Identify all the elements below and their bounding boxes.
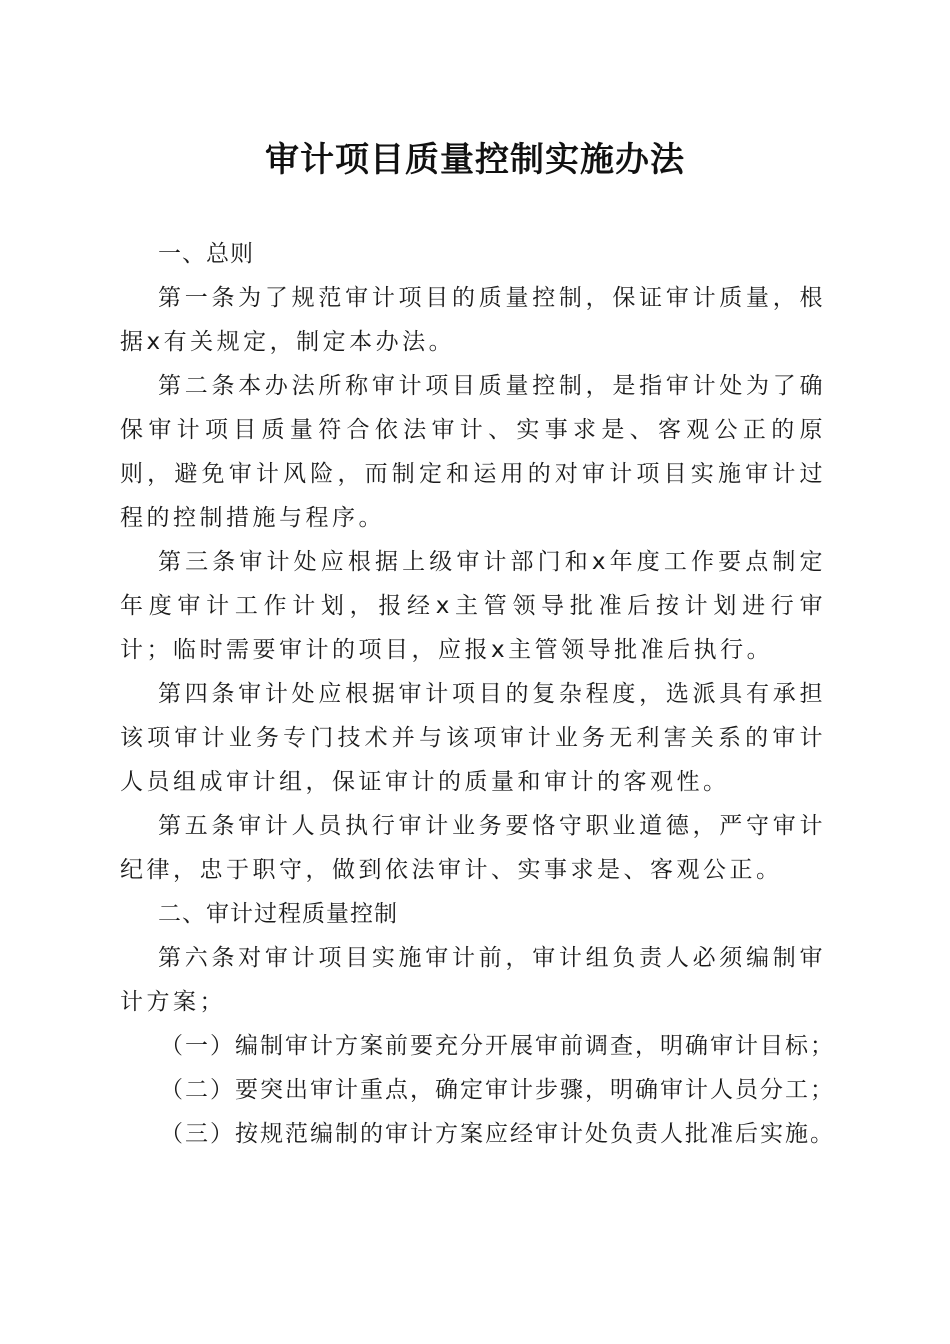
article-4: 第四条审计处应根据审计项目的复杂程度，选派具有承担该项审计业务专门技术并与该项审计业务无利害关系的审计人员组成审计组，保证审计的质量和审计的客观性。 bbox=[120, 681, 826, 795]
article-2: 第二条本办法所称审计项目质量控制，是指审计处为了确保审计项目质量符合依法审计、实事求是、客观公正的原则，避免审计风险，而制定和运用的对审计项目实施审计过程的控制措施与程序。 bbox=[120, 373, 826, 531]
list-item: （一）编制审计方案前要充分开展审前调查，明确审计目标； bbox=[160, 1033, 835, 1059]
article-3: 第三条审计处应根据上级审计部门和x年度工作要点制定年度审计工作计划，报经x主管领导批准后按计划进行审计；临时需要审计的项目，应报x主管领导批准后执行。 bbox=[120, 549, 826, 663]
list-item: （三）按规范编制的审计方案应经审计处负责人批准后实施。 bbox=[160, 1121, 835, 1147]
document-body bbox=[120, 232, 835, 1156]
article-1: 第一条为了规范审计项目的质量控制，保证审计质量，根据x有关规定，制定本办法。 bbox=[120, 285, 826, 355]
article-6: 第六条对审计项目实施审计前，审计组负责人必须编制审计方案； bbox=[120, 945, 826, 1015]
section-heading-general: 一、总则 bbox=[158, 241, 254, 267]
list-item: （二）要突出审计重点，确定审计步骤，明确审计人员分工； bbox=[160, 1077, 835, 1103]
document-title: 审计项目质量控制实施办法 bbox=[265, 140, 685, 180]
section-heading-process-control: 二、审计过程质量控制 bbox=[158, 901, 398, 927]
article-5: 第五条审计人员执行审计业务要恪守职业道德，严守审计纪律，忠于职守，做到依法审计、实事求是、客观公正。 bbox=[120, 813, 826, 883]
